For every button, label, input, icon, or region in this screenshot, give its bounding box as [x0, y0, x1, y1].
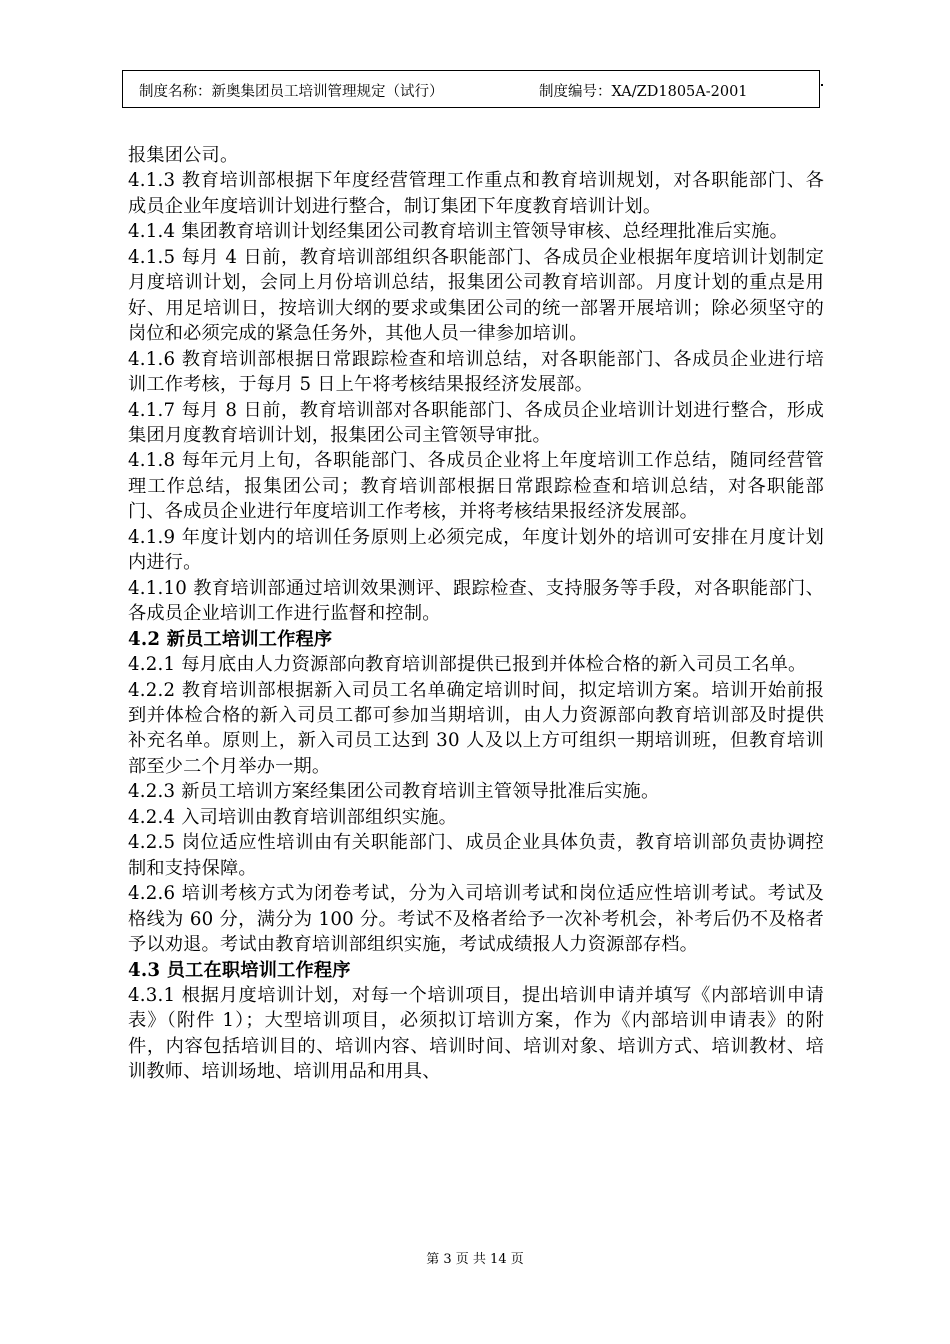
document-body — [128, 143, 824, 1085]
paragraph: 4.2.4 入司培训由教育培训部组织实施。 — [128, 806, 458, 828]
paragraph: 4.2.5 岗位适应性培训由有关职能部门、成员企业具体负责，教育培训部负责协调控制和支持保障。 — [128, 832, 824, 879]
section-heading: 4.3 员工在职培训工作程序 — [128, 959, 351, 981]
paragraph: 4.1.5 每月 4 日前，教育培训部组织各职能部门、各成员企业根据年度培训计划制定月度培训计划，会同上月份培训总结，报集团公司教育培训部。月度计划的重点是用好、用足培训日，按培训大纲的要求或集团公司的统一部署开展培训；除必须坚守的岗位和必须完成的紧急任务外，其他人员一律参加培训。 — [128, 246, 824, 345]
paragraph: 4.1.4 集团教育培训计划经集团公司教育培训主管领导审核、总经理批准后实施。 — [128, 221, 789, 243]
paragraph: 4.1.8 每年元月上旬，各职能部门、各成员企业将上年度培训工作总结，随同经营管理工作总结，报集团公司；教育培训部根据日常跟踪检查和培训总结，对各职能部门、各成员企业进行年度培训工作考核，并将考核结果报经济发展部。 — [128, 450, 824, 523]
page-footer: 第 3 页 共 14 页 — [426, 1252, 524, 1267]
paragraph: 4.3.1 根据月度培训计划，对每一个培训项目，提出培训申请并填写《内部培训申请表》（附件 1）；大型培训项目，必须拟订培训方案，作为《内部培训申请表》的附件，内容包括培训目的、培训内容、培训时间、培训对象、培训方式、培训教材、培训教师、培训场地、培训用品和用具、 — [128, 984, 824, 1083]
paragraph: 4.2.6 培训考核方式为闭卷考试，分为入司培训考试和岗位适应性培训考试。考试及格线为 60 分，满分为 100 分。考试不及格者给予一次补考机会，补考后仍不及格者予以劝退。考试由教育培训部组织实施，考试成绩报人力资源部存档。 — [128, 883, 824, 956]
paragraph: 4.2.1 每月底由人力资源部向教育培训部提供已报到并体检合格的新入司员工名单。 — [128, 654, 807, 676]
section-heading: 4.2 新员工培训工作程序 — [128, 628, 333, 650]
paragraph: 4.1.7 每月 8 日前，教育培训部对各职能部门、各成员企业培训计划进行整合，形成集团月度教育培训计划，报集团公司主管领导审批。 — [128, 399, 824, 446]
header-mark — [821, 84, 823, 86]
paragraph: 报集团公司。 — [128, 145, 239, 166]
paragraph: 4.1.3 教育培训部根据下年度经营管理工作重点和教育培训规划，对各职能部门、各成员企业年度培训计划进行整合，制订集团下年度教育培训计划。 — [128, 170, 824, 217]
system-name: 制度名称：新奥集团员工培训管理规定（试行） — [139, 84, 444, 100]
paragraph: 4.2.3 新员工培训方案经集团公司教育培训主管领导批准后实施。 — [128, 781, 660, 803]
paragraph: 4.1.6 教育培训部根据日常跟踪检查和培训总结，对各职能部门、各成员企业进行培训工作考核，于每月 5 日上午将考核结果报经济发展部。 — [128, 348, 824, 396]
paragraph: 4.1.10 教育培训部通过培训效果测评、跟踪检查、支持服务等手段，对各职能部门、各成员企业培训工作进行监督和控制。 — [128, 577, 824, 625]
paragraph: 4.1.9 年度计划内的培训任务原则上必须完成，年度计划外的培训可安排在月度计划内进行。 — [128, 526, 824, 574]
paragraph: 4.2.2 教育培训部根据新入司员工名单确定培训时间，拟定培训方案。培训开始前报到并体检合格的新入司员工都可参加当期培训，由人力资源部向教育培训部及时提供补充名单。原则上，新入司员工达到 30 人及以上方可组织一期培训班，但教育培训部至少二个月举办一期。 — [128, 679, 824, 777]
system-code: 制度编号：XA/ZD1805A-2001 — [539, 84, 748, 100]
document-header — [122, 70, 820, 108]
